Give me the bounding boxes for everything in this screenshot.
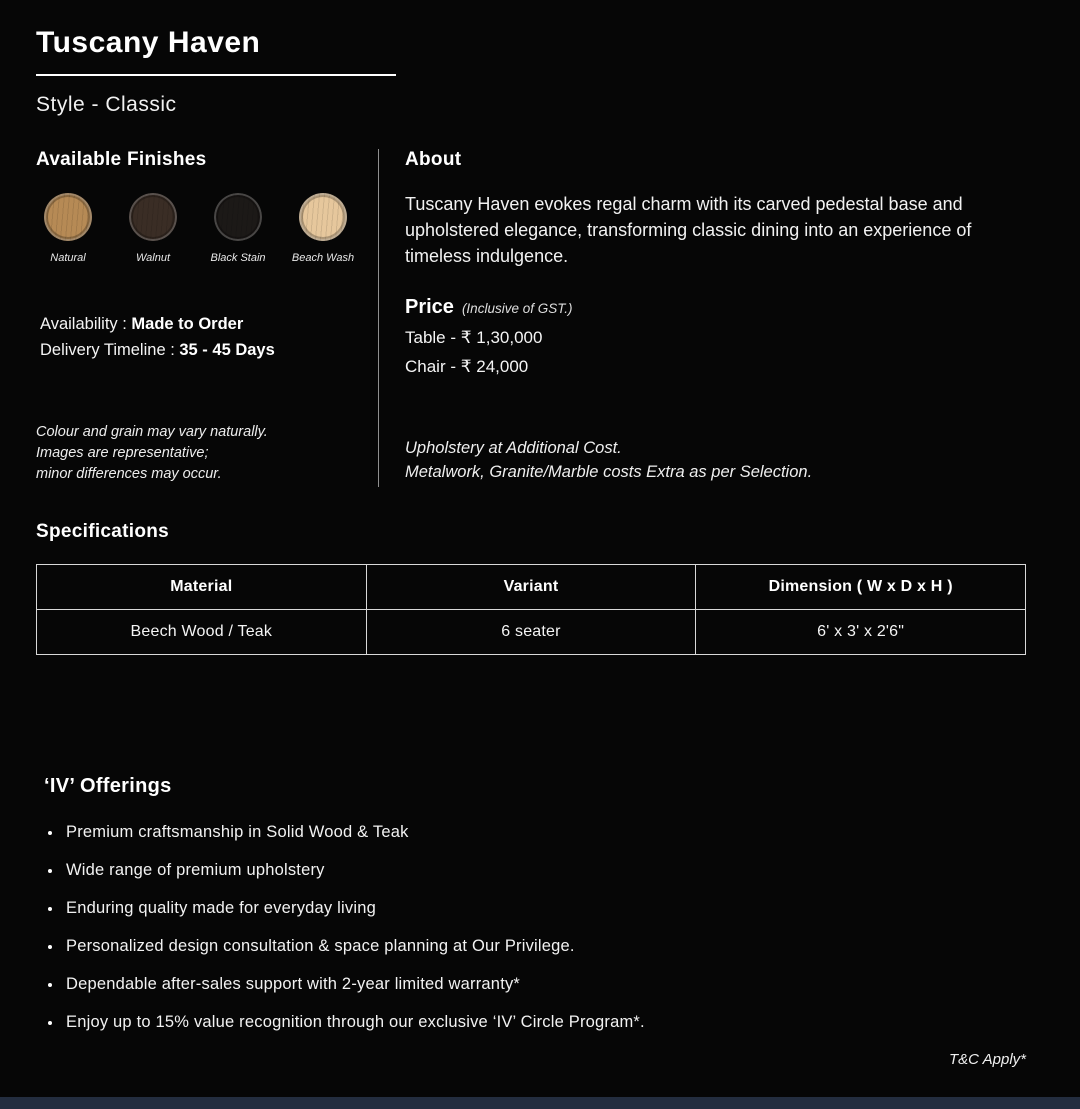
- specifications-heading: Specifications: [36, 521, 170, 542]
- specifications-section: [36, 521, 1026, 655]
- list-item: Dependable after-sales support with 2-year limited warranty*: [44, 975, 1026, 994]
- finish-disclaimer: [36, 422, 378, 485]
- price-chair-line: Chair - ₹ 24,000: [405, 357, 529, 377]
- price-heading-row: [405, 296, 1026, 319]
- finish-swatches: [36, 193, 378, 264]
- finish-label: Black Stain: [210, 252, 266, 264]
- table-header-row: [37, 565, 1026, 610]
- list-item: Wide range of premium upholstery: [44, 861, 1026, 880]
- list-item: Personalized design consultation & space planning at Our Privilege.: [44, 937, 1026, 956]
- about-body: Tuscany Haven evokes regal charm with its carved pedestal base and upholstered elegance, transforming classic dining into an experience of timeless indulgence.: [405, 194, 972, 267]
- footer-bar: [0, 1097, 1080, 1109]
- list-item: Enjoy up to 15% value recognition through our exclusive ‘IV’ Circle Program*.: [44, 1013, 1026, 1032]
- terms-footnote: T&C Apply*: [949, 1051, 1026, 1068]
- finishes-heading: Available Finishes: [36, 149, 207, 170]
- extra-note-line: Upholstery at Additional Cost.: [405, 438, 622, 457]
- finish-item-black-stain: [206, 193, 270, 264]
- page-title: Tuscany Haven: [36, 26, 261, 59]
- price-table-line: Table - ₹ 1,30,000: [405, 328, 543, 348]
- disclaimer-line: Colour and grain may vary naturally.: [36, 423, 268, 440]
- offerings-heading: ‘IV’ Offerings: [44, 775, 172, 797]
- finishes-column: [36, 149, 378, 487]
- header: [36, 26, 1026, 117]
- column-header-variant: Variant: [366, 565, 696, 610]
- delivery-label: Delivery Timeline :: [40, 340, 180, 359]
- cell-variant: 6 seater: [366, 610, 696, 655]
- about-heading: About: [405, 149, 462, 170]
- disclaimer-line: Images are representative;: [36, 444, 209, 461]
- finish-item-walnut: [121, 193, 185, 264]
- cell-material: Beech Wood / Teak: [37, 610, 367, 655]
- about-column: [379, 149, 1026, 487]
- availability-block: [36, 312, 378, 363]
- disclaimer-line: minor differences may occur.: [36, 465, 222, 482]
- finish-label: Natural: [50, 252, 86, 264]
- list-item: Premium craftsmanship in Solid Wood & Teak: [44, 823, 1026, 842]
- top-section: [36, 149, 1026, 487]
- finish-swatch-walnut: [129, 193, 177, 241]
- availability-line: [40, 312, 378, 338]
- finish-label: Beach Wash: [291, 252, 355, 264]
- finish-swatch-natural: [44, 193, 92, 241]
- delivery-line: [40, 338, 378, 364]
- price-extra-notes: [405, 436, 1026, 486]
- table-row: [37, 610, 1026, 655]
- finish-item-natural: [36, 193, 100, 264]
- style-subtitle: Style - Classic: [36, 93, 177, 116]
- delivery-value: 35 - 45 Days: [179, 340, 275, 359]
- extra-note-line: Metalwork, Granite/Marble costs Extra as per Selection.: [405, 463, 813, 482]
- finish-label: Walnut: [135, 252, 171, 264]
- cell-dimension: 6' x 3' x 2'6": [696, 610, 1026, 655]
- specifications-table: [36, 564, 1026, 655]
- availability-value: Made to Order: [131, 315, 244, 333]
- finish-swatch-black-stain: [214, 193, 262, 241]
- price-heading: Price: [405, 296, 454, 319]
- column-header-material: Material: [37, 565, 367, 610]
- title-underline: [36, 74, 396, 76]
- offerings-section: [36, 775, 1026, 1068]
- offerings-list: [44, 823, 1026, 1032]
- column-header-dimension: Dimension ( W x D x H ): [696, 565, 1026, 610]
- finish-swatch-beach-wash: [299, 193, 347, 241]
- price-gst-note: (Inclusive of GST.): [461, 301, 573, 317]
- list-item: Enduring quality made for everyday living: [44, 899, 1026, 918]
- finish-item-beach-wash: [291, 193, 355, 264]
- availability-label: Availability :: [40, 315, 132, 333]
